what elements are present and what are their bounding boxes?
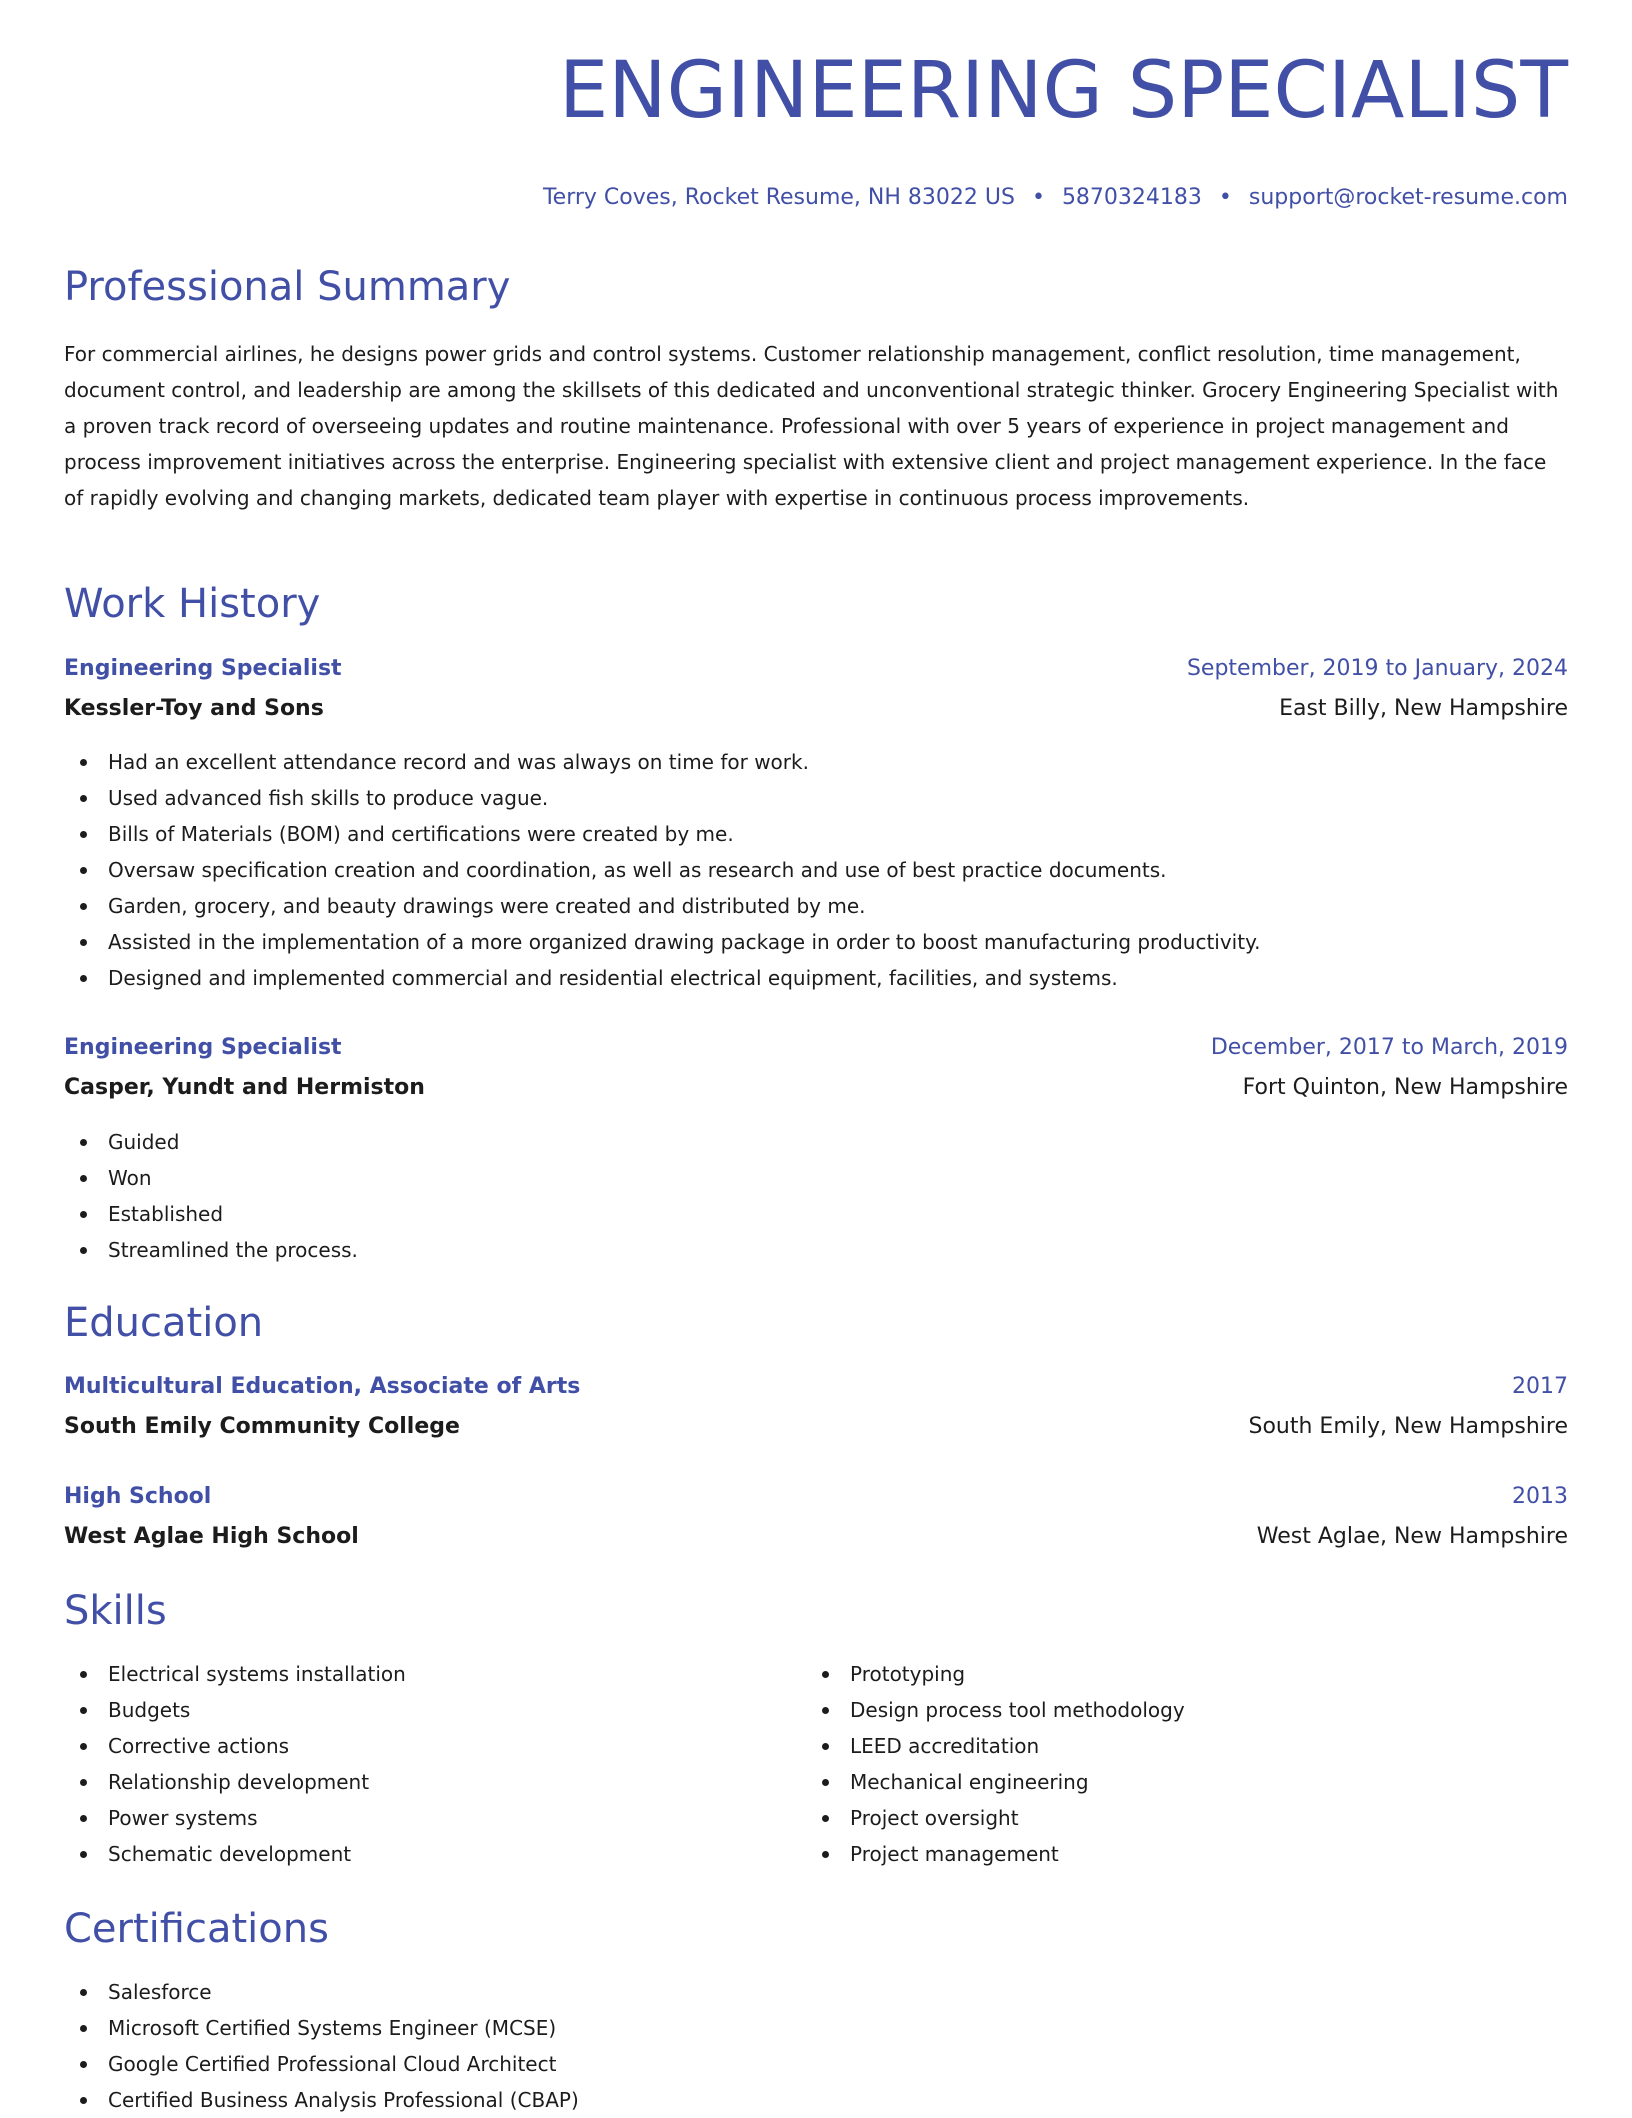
job-dates: December, 2017 to March, 2019 (1210, 1035, 1568, 1060)
job-company-row (64, 1073, 1568, 1103)
skills-heading: Skills (64, 1588, 167, 1634)
job-header-row (64, 654, 1568, 684)
job-bullet-list (64, 1124, 358, 1268)
job-title: Engineering Specialist (64, 656, 342, 681)
list-item: Bills of Materials (BOM) and certifications were created by me. (64, 816, 1260, 852)
list-item: Project oversight (806, 1800, 1185, 1836)
list-item: Salesforce (64, 1974, 579, 2010)
list-item: Garden, grocery, and beauty drawings were created and distributed by me. (64, 888, 1260, 924)
education-location: South Emily, New Hampshire (1248, 1414, 1568, 1439)
contact-separator: • (1031, 185, 1045, 210)
education-school: West Aglae High School (64, 1524, 359, 1549)
education-year: 2013 (1512, 1484, 1568, 1509)
certifications-heading: Certifications (64, 1906, 329, 1952)
education-location: West Aglae, New Hampshire (1256, 1524, 1568, 1549)
contact-phone: 5870324183 (1061, 185, 1202, 210)
list-item: Budgets (64, 1692, 406, 1728)
job-company: Kessler-Toy and Sons (64, 696, 324, 721)
contact-email: support@rocket-resume.com (1248, 185, 1568, 210)
education-header-row (64, 1372, 1568, 1402)
list-item: Power systems (64, 1800, 406, 1836)
summary-text: For commercial airlines, he designs power grids and control systems. Customer relationship management, conflict resolution, time management, document control, and leadership are among the skillsets of this dedicated and unconventional strategic thinker. Grocery Engineering Specialist with a proven track record of overseeing updates and routine maintenance. Professional with over 5 years of experience in project management and process improvement initiatives across the enterprise. Engineering specialist with extensive client and project management experience. In the face of rapidly evolving and changing markets, dedicated team player with expertise in continuous process improvements. (64, 342, 1559, 510)
list-item: Certified Business Analysis Professional (CBAP) (64, 2082, 579, 2118)
certifications-list (64, 1974, 579, 2118)
job-bullet-list (64, 744, 1260, 996)
education-year: 2017 (1512, 1374, 1568, 1399)
job-title: Engineering Specialist (64, 1035, 342, 1060)
list-item: Designed and implemented commercial and residential electrical equipment, facilities, and systems. (64, 960, 1260, 996)
job-header-row (64, 1033, 1568, 1063)
list-item: Schematic development (64, 1836, 406, 1872)
list-item: LEED accreditation (806, 1728, 1185, 1764)
list-item: Guided (64, 1124, 358, 1160)
list-item: Had an excellent attendance record and was always on time for work. (64, 744, 1260, 780)
education-heading: Education (64, 1300, 264, 1346)
list-item: Oversaw specification creation and coordination, as well as research and use of best practice documents. (64, 852, 1260, 888)
education-header-row (64, 1482, 1568, 1512)
job-company: Casper, Yundt and Hermiston (64, 1075, 425, 1100)
education-degree: Multicultural Education, Associate of Arts (64, 1374, 581, 1399)
job-dates: September, 2019 to January, 2024 (1186, 656, 1568, 681)
list-item: Electrical systems installation (64, 1656, 406, 1692)
job-company-row (64, 694, 1568, 724)
list-item: Established (64, 1196, 358, 1232)
contact-separator: • (1218, 185, 1232, 210)
list-item: Relationship development (64, 1764, 406, 1800)
list-item: Project management (806, 1836, 1185, 1872)
education-school: South Emily Community College (64, 1414, 460, 1439)
list-item: Streamlined the process. (64, 1232, 358, 1268)
contact-address: Terry Coves, Rocket Resume, NH 83022 US (542, 185, 1015, 210)
job-location: Fort Quinton, New Hampshire (1242, 1075, 1568, 1100)
work-history-heading: Work History (64, 581, 321, 627)
list-item: Won (64, 1160, 358, 1196)
job-location: East Billy, New Hampshire (1279, 696, 1568, 721)
resume-title: ENGINEERING SPECIALIST (558, 46, 1568, 136)
education-school-row (64, 1412, 1568, 1442)
list-item: Microsoft Certified Systems Engineer (MCSE) (64, 2010, 579, 2046)
list-item: Google Certified Professional Cloud Architect (64, 2046, 579, 2082)
skills-list-right (806, 1656, 1185, 1872)
list-item: Prototyping (806, 1656, 1185, 1692)
contact-line (543, 183, 1568, 213)
list-item: Assisted in the implementation of a more organized drawing package in order to boost manufacturing productivity. (64, 924, 1260, 960)
list-item: Design process tool methodology (806, 1692, 1185, 1728)
list-item: Mechanical engineering (806, 1764, 1185, 1800)
summary-heading: Professional Summary (64, 264, 511, 310)
education-school-row (64, 1522, 1568, 1552)
list-item: Corrective actions (64, 1728, 406, 1764)
skills-list-left (64, 1656, 406, 1872)
list-item: Used advanced fish skills to produce vague. (64, 780, 1260, 816)
education-degree: High School (64, 1484, 212, 1509)
